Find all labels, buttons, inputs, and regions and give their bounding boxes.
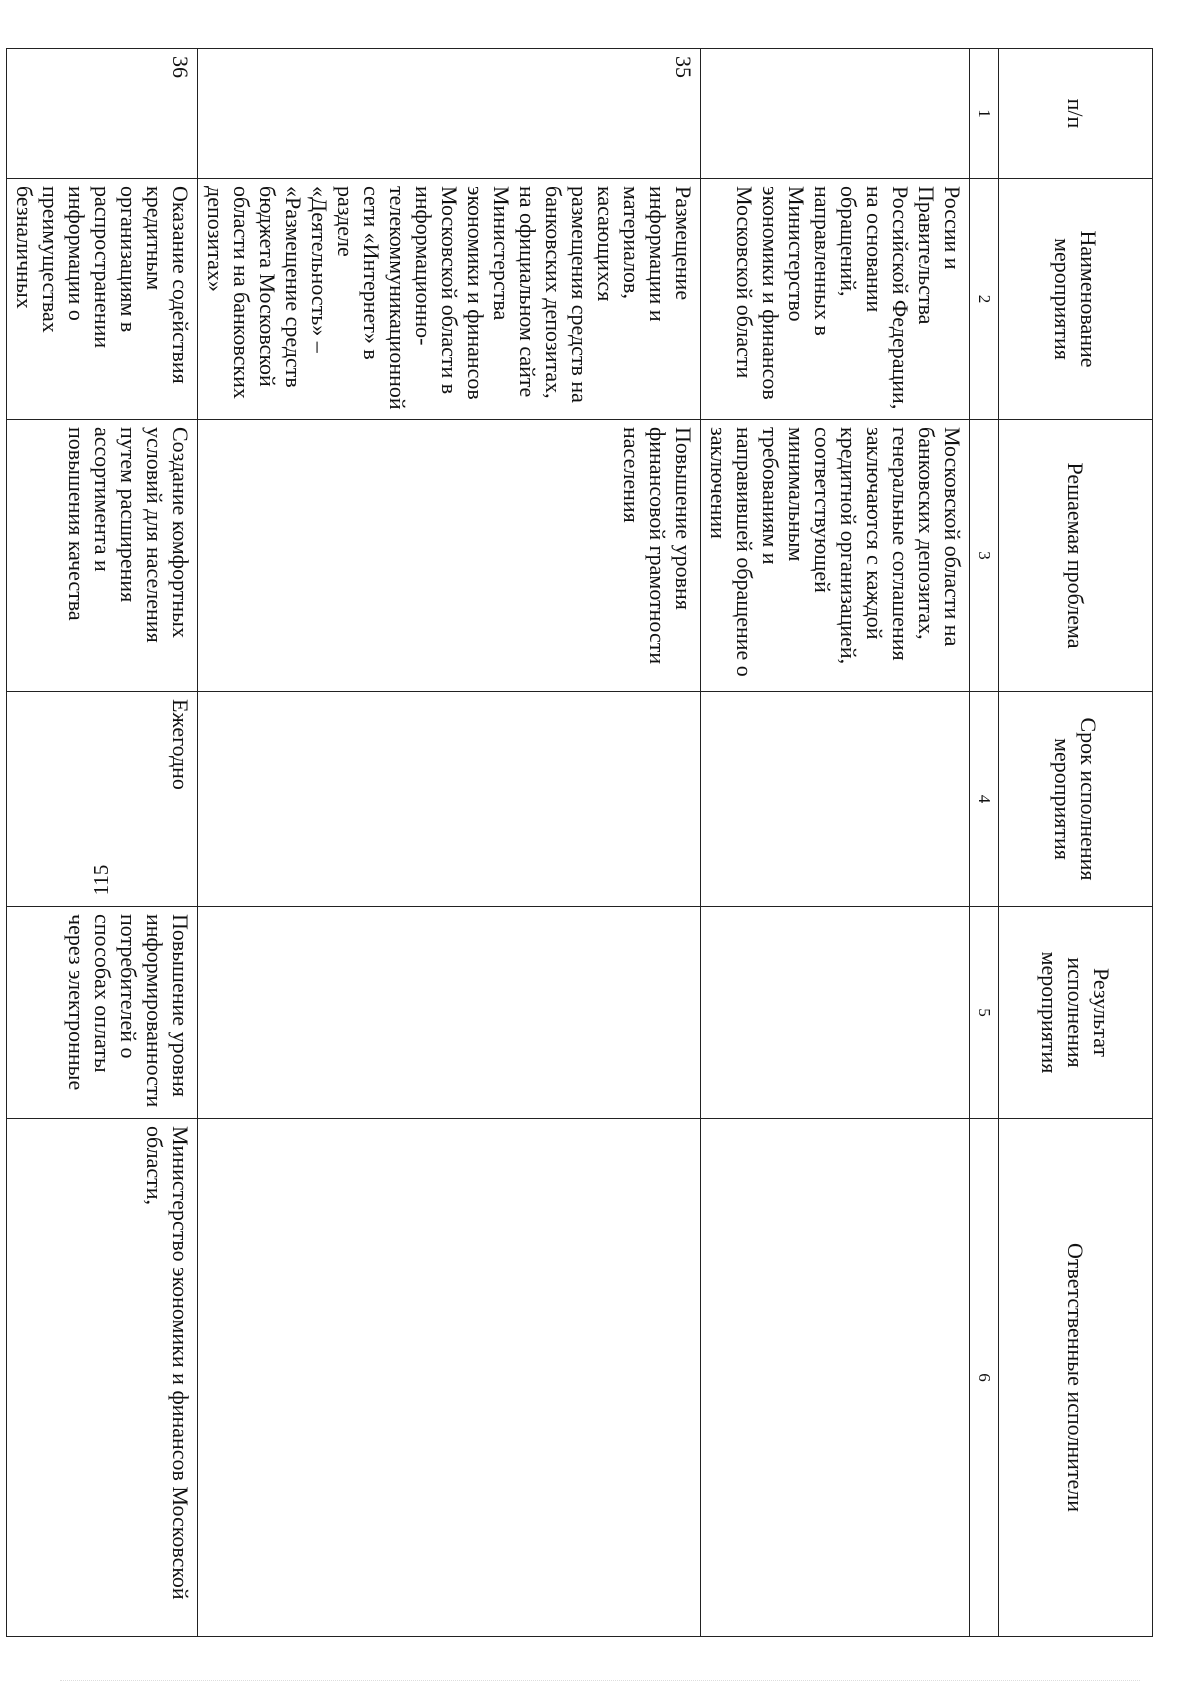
header-num: п/п [999, 49, 1153, 179]
scan-noise-line [60, 1680, 1140, 1682]
column-number: 4 [970, 692, 999, 907]
event-name: Оказание содействия кредитным организациям в распространении информации о преимуществах безналичных [7, 179, 198, 420]
event-problem: Московской области на банковских депозитах, генеральные соглашения заключаются с каждой кредитной организацией, соответствующей минимальным требованиям и направившей обращение о заключении [701, 420, 970, 692]
event-responsible [701, 1119, 970, 1637]
event-result [198, 907, 701, 1119]
column-number-row [970, 49, 999, 1637]
header-problem: Решаемая проблема [999, 420, 1153, 692]
event-problem: Создание комфортных условий для населения путем расширения ассортимента и повышения качества [7, 420, 198, 692]
table-row [7, 49, 198, 1637]
header-row [999, 49, 1153, 1637]
event-responsible: Министерство экономики и финансов Московской области, [7, 1119, 198, 1637]
row-number [701, 49, 970, 179]
event-result [701, 907, 970, 1119]
row-number: 36 [7, 49, 198, 179]
column-number: 1 [970, 49, 999, 179]
event-name: Размещение информации и материалов, касающихся размещения средств на банковских депозитах, на официальном сайте Министерства экономики и финансов Московской области в информационно-телекоммуникационной сети «Интернет» в разделе «Деятельность» – «Размещение средств бюджета Московской области на банковских депозитах» [198, 179, 701, 420]
header-result: Результат исполнения мероприятия [999, 907, 1153, 1119]
header-name: Наименование мероприятия [999, 179, 1153, 420]
header-term: Срок исполнения мероприятия [999, 692, 1153, 907]
events-table [6, 48, 1153, 1637]
event-responsible [198, 1119, 701, 1637]
event-name: России и Правительства Российской Федерации, на основании обращений, направленных в Министерство экономики и финансов Московской области [701, 179, 970, 420]
table-row [701, 49, 970, 1637]
page-number: 115 [88, 864, 113, 896]
event-term: Ежегодно [7, 692, 198, 907]
event-term [701, 692, 970, 907]
header-responsible: Ответственные исполнители [999, 1119, 1153, 1637]
event-term [198, 692, 701, 907]
event-problem: Повышение уровня финансовой грамотности населения [198, 420, 701, 692]
row-number: 35 [198, 49, 701, 179]
column-number: 3 [970, 420, 999, 692]
table-row [198, 49, 701, 1637]
column-number: 6 [970, 1119, 999, 1637]
event-result: Повышение уровня информированности потребителей о способах оплаты через электронные [7, 907, 198, 1119]
column-number: 2 [970, 179, 999, 420]
column-number: 5 [970, 907, 999, 1119]
